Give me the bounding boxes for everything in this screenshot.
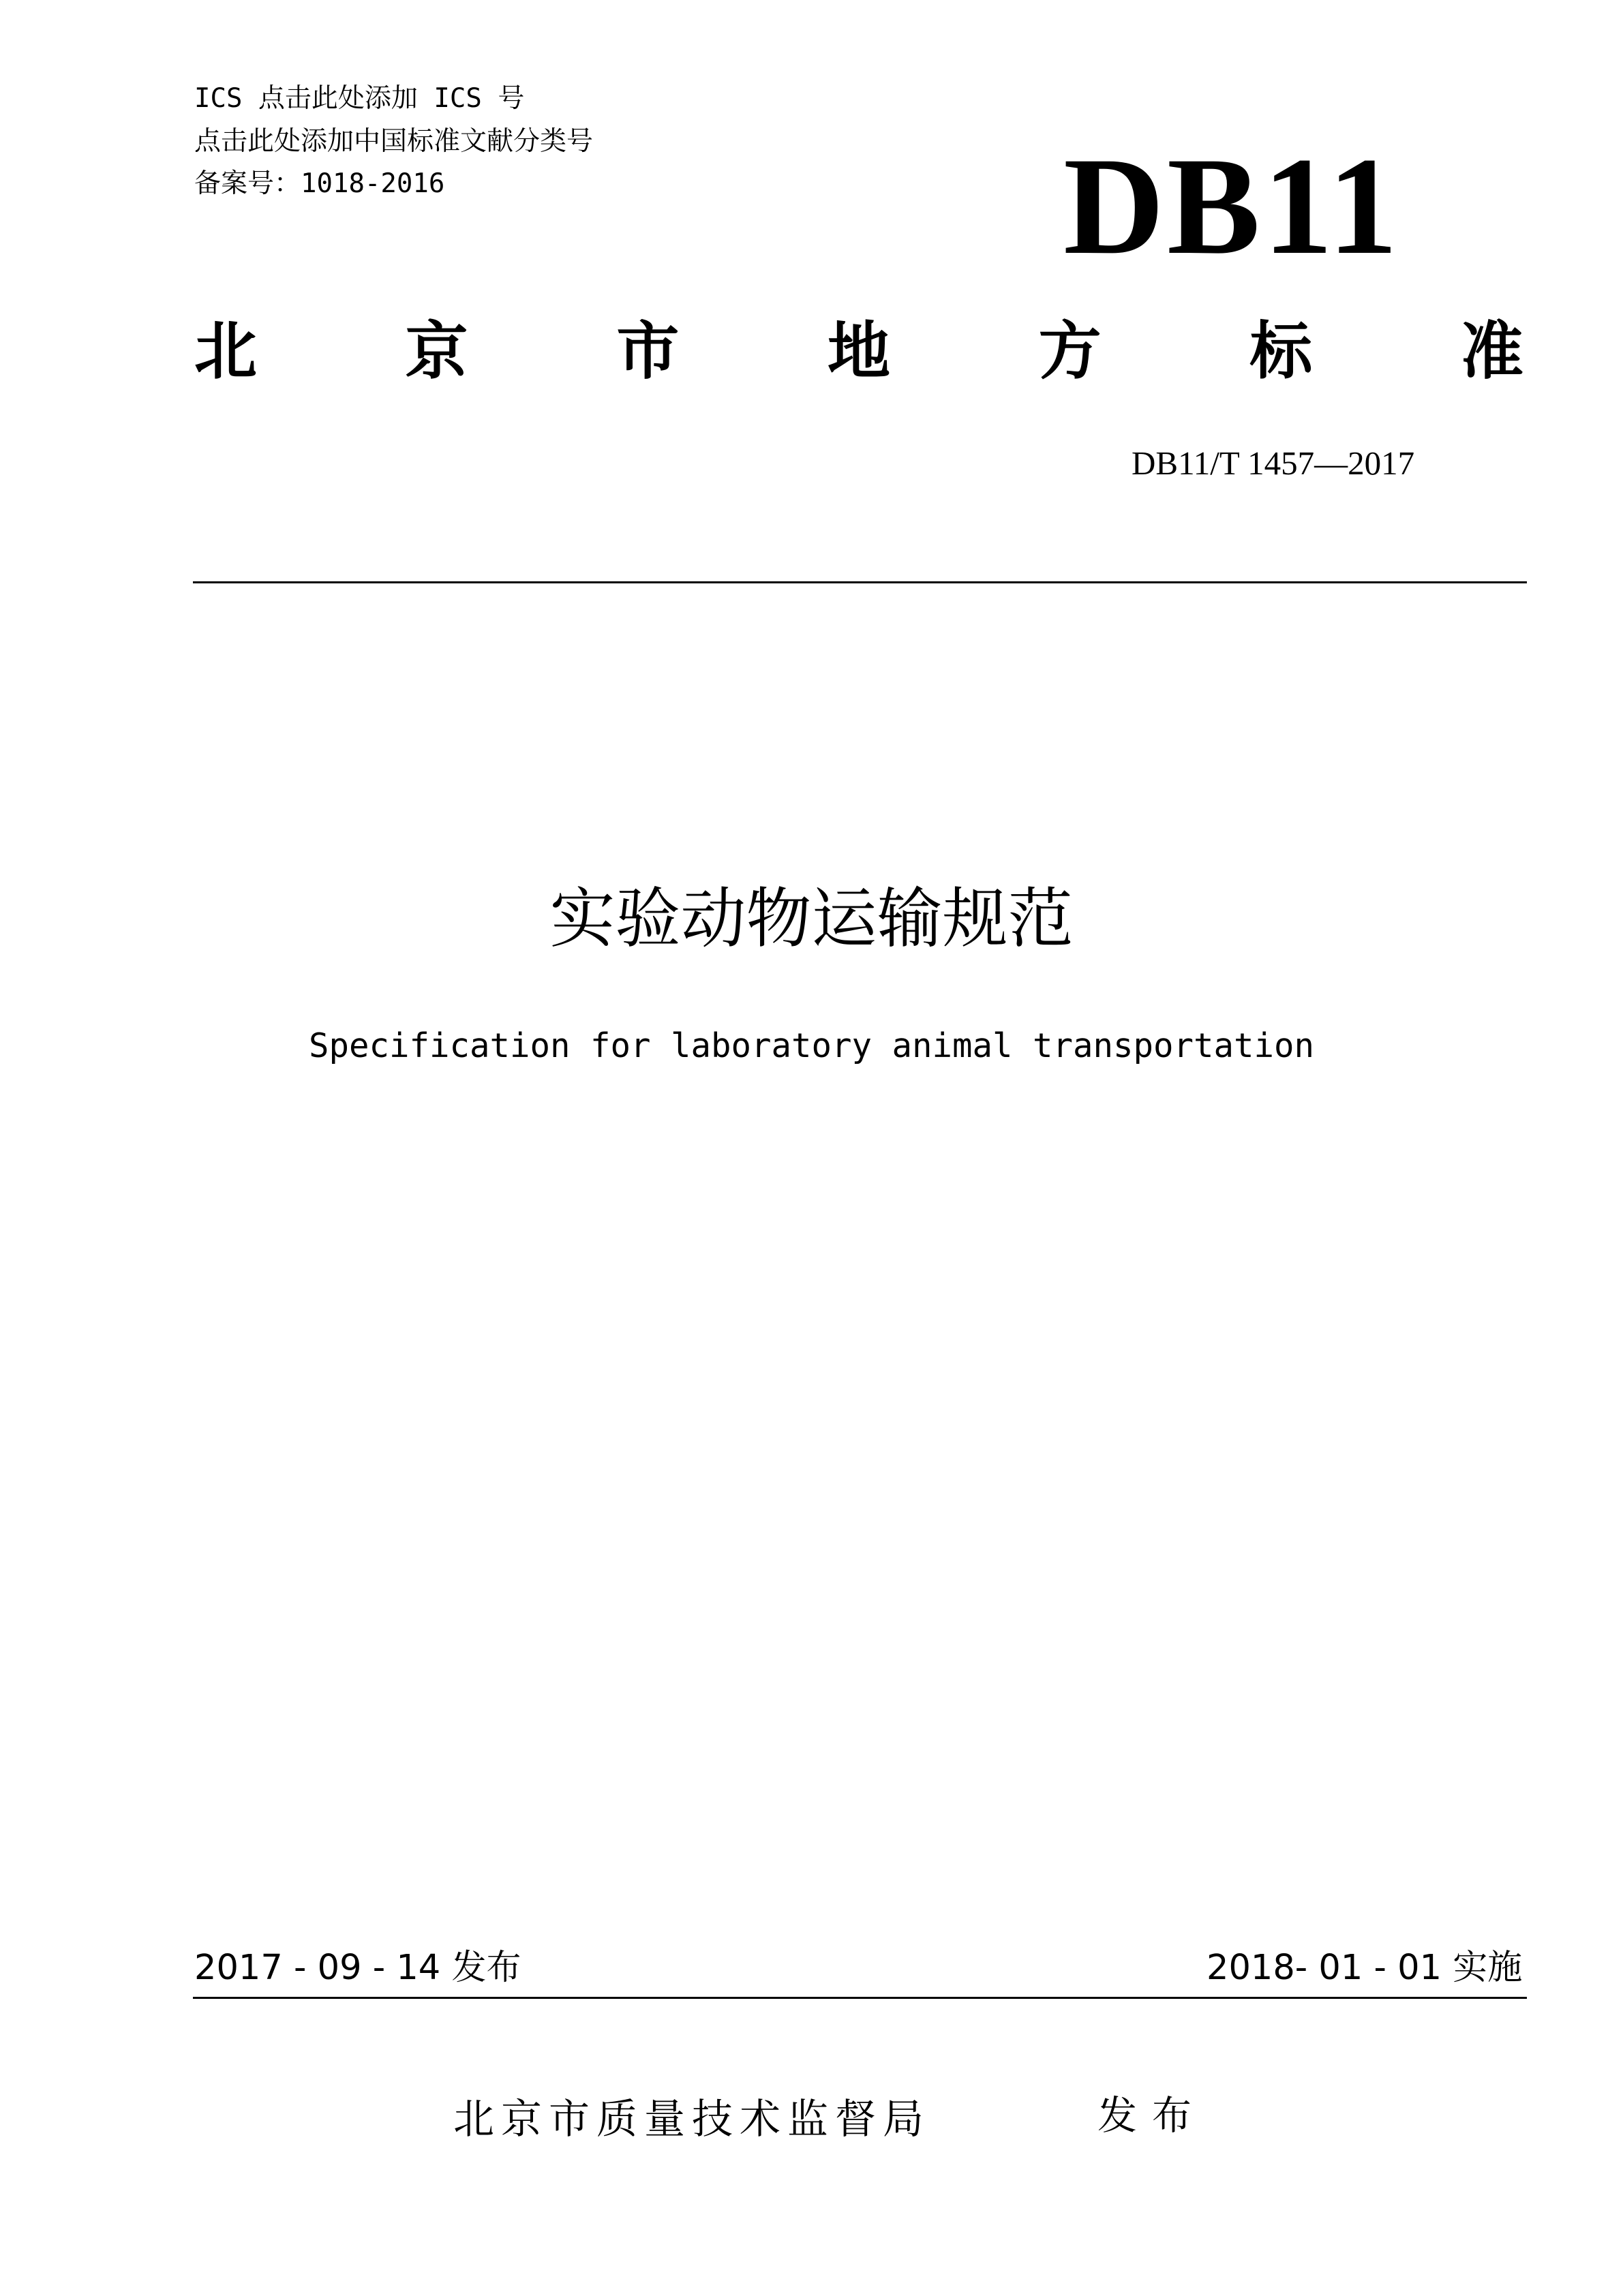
- implementation-date: 2018- 01 - 01 实施: [1207, 1948, 1523, 1988]
- standard-type-char: 标: [1249, 315, 1313, 388]
- document-title-en: Specification for laboratory animal transportation: [308, 1026, 1315, 1065]
- standard-number: DB11/T 1457—2017: [1132, 444, 1415, 482]
- standard-logo: DB11: [1063, 129, 1401, 284]
- footer-divider: [193, 1997, 1527, 1999]
- standard-type-char: 市: [616, 315, 680, 388]
- issuer-action: 发布: [1097, 2092, 1207, 2139]
- issue-date: 2017 - 09 - 14 发布: [194, 1948, 521, 1988]
- standard-type-char: 北: [194, 315, 258, 388]
- standard-type-char: 准: [1460, 315, 1523, 388]
- issuing-authority: 北京市质量技术监督局: [453, 2096, 930, 2143]
- standard-type-char: 地: [827, 315, 890, 388]
- registration-number: 备案号：1018-2016: [194, 168, 445, 199]
- standard-type-char: 方: [1038, 315, 1102, 388]
- standard-type-title: [194, 315, 1523, 388]
- ics-code: ICS 点击此处添加 ICS 号: [194, 83, 525, 114]
- document-title-cn: 实验动物运输规范: [549, 881, 1074, 957]
- classification-code: 点击此处添加中国标准文献分类号: [194, 126, 594, 157]
- standard-type-char: 京: [405, 315, 468, 388]
- header-divider: [193, 581, 1527, 583]
